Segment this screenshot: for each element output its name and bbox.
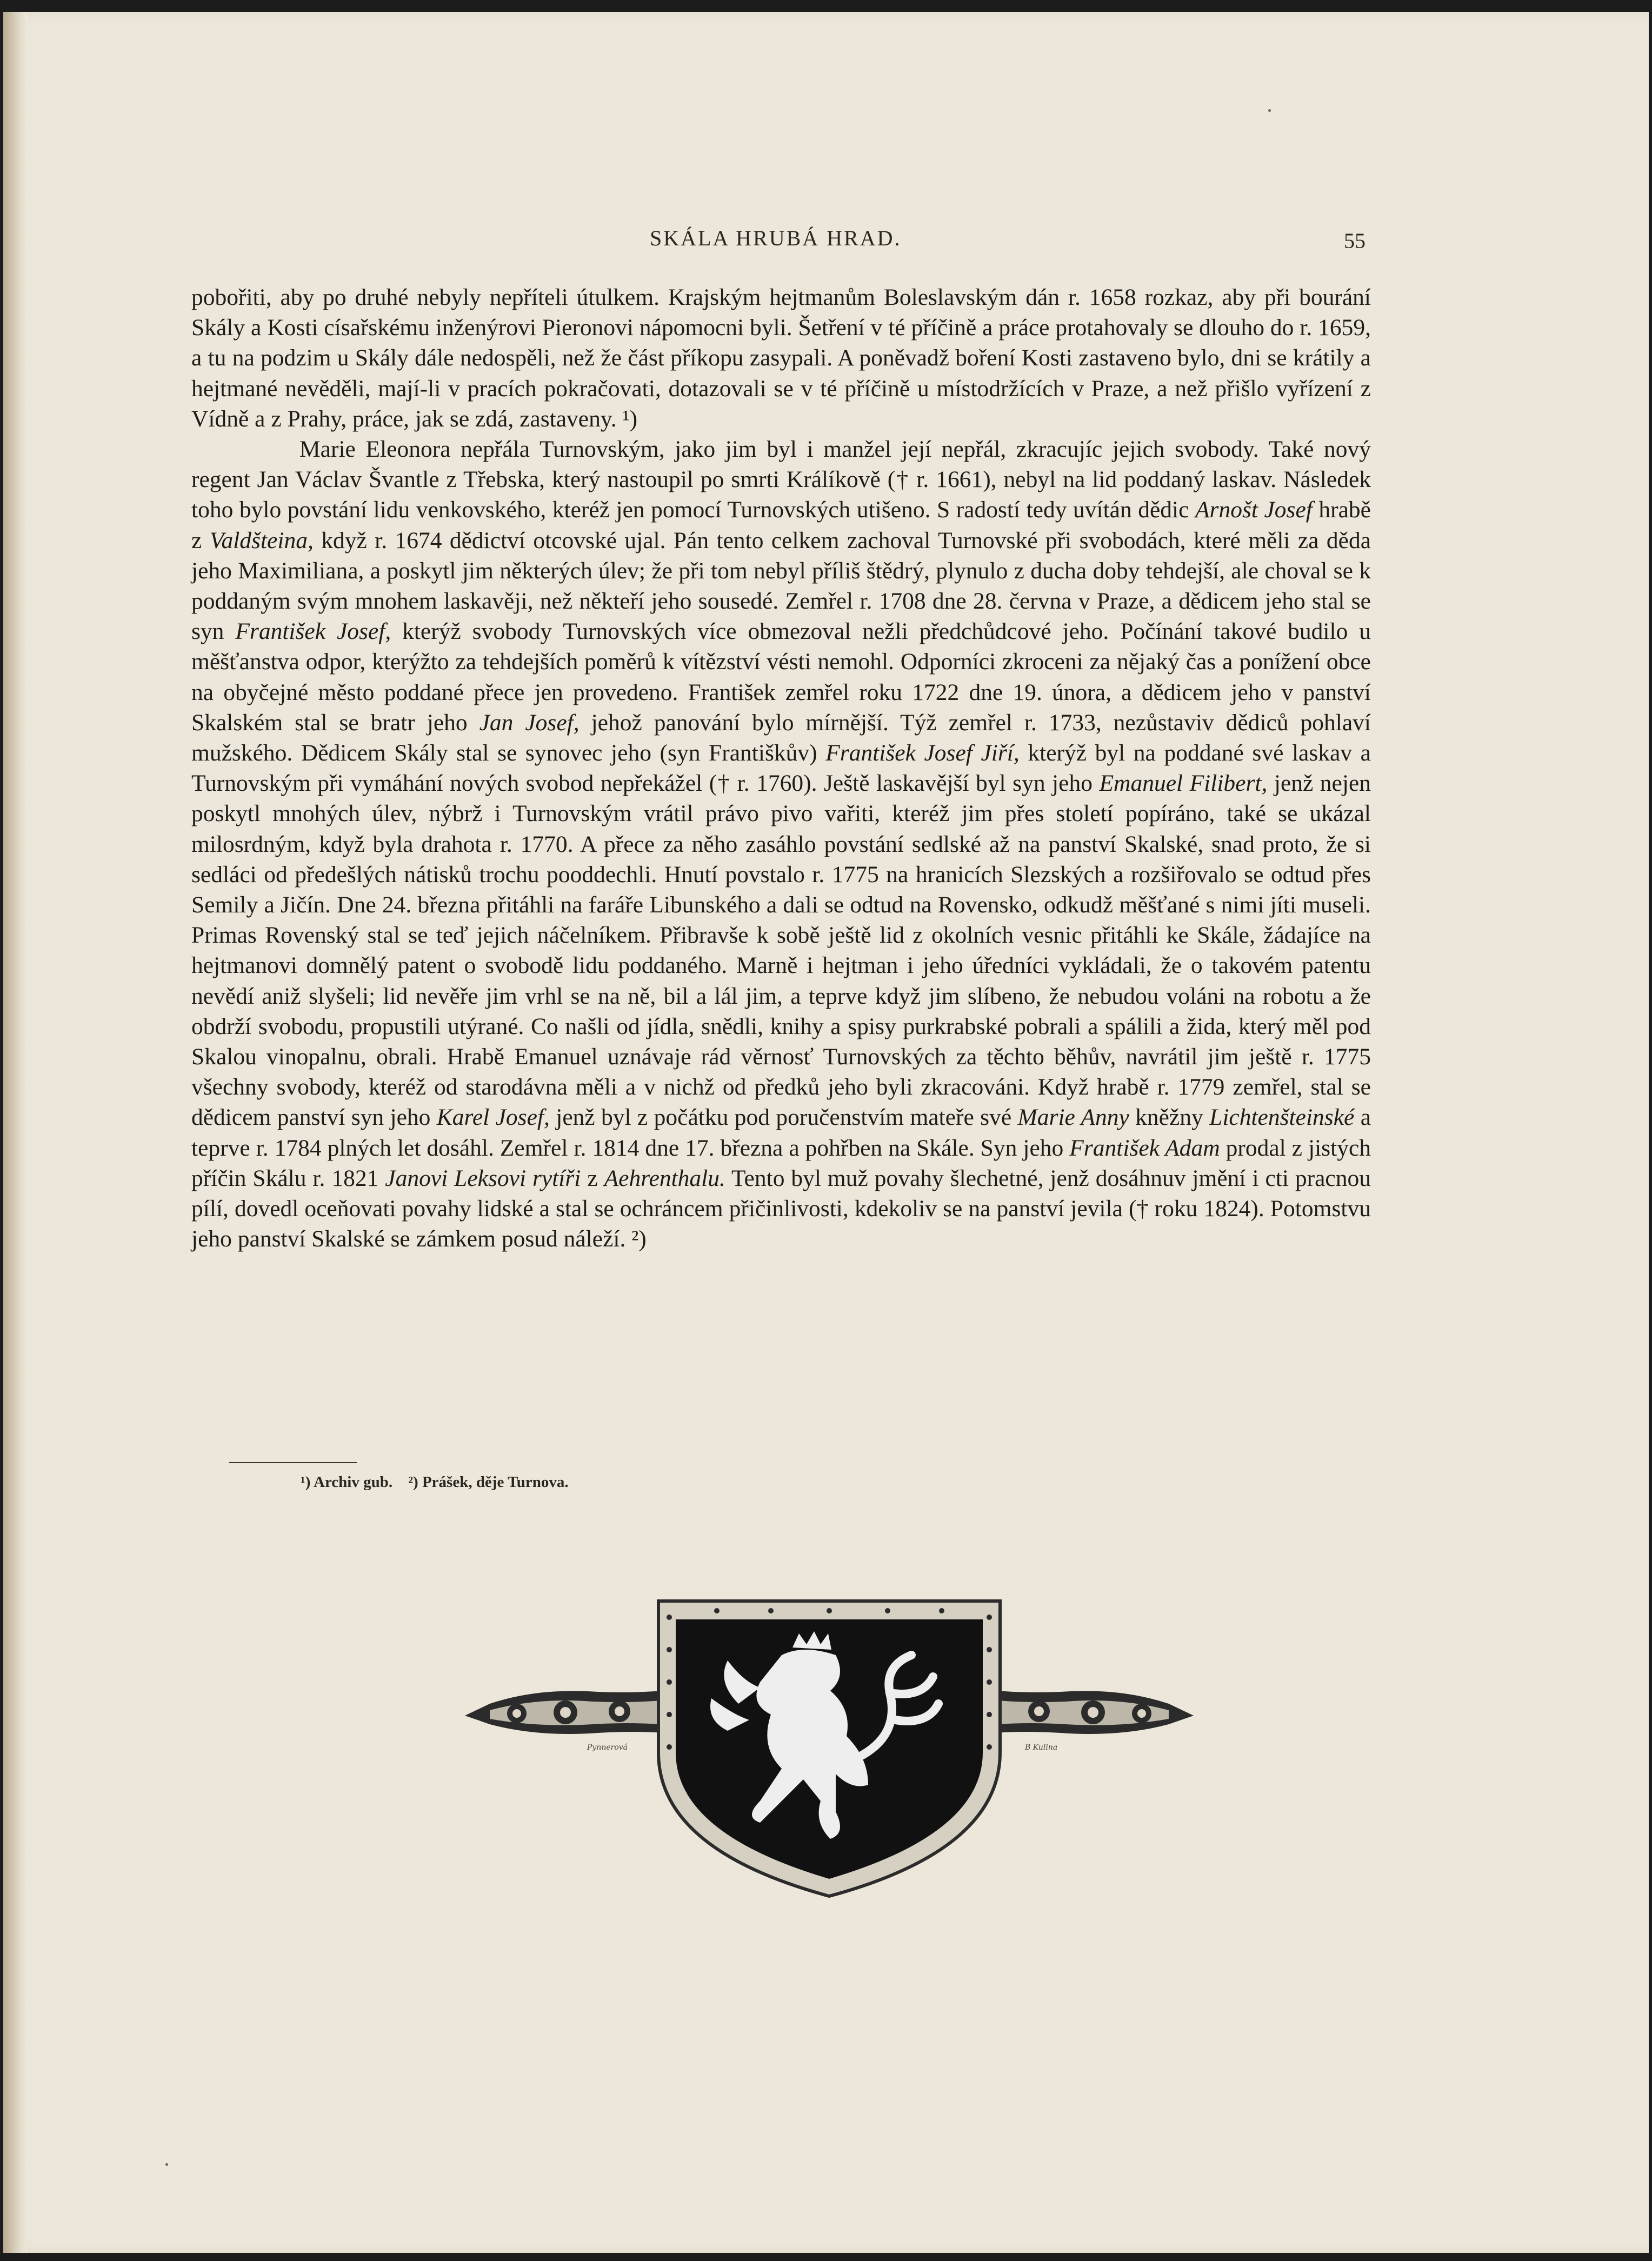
book-page (3, 12, 1649, 2253)
illustrator-signature-right: B Kulina (1025, 1743, 1058, 1752)
text-run: jehož panování bylo mírnější. Týž zemřel r. 1733, nezůstaviv dědiců pohlaví mužského. Dědicem Skály stal se synovec jeho (syn Františkův) (191, 709, 1371, 766)
italic-name: František Adam (1069, 1135, 1220, 1161)
paragraph-2 (191, 434, 1371, 1254)
italic-name: Arnošt Josef (1195, 497, 1313, 523)
page-number: 55 (1344, 229, 1365, 253)
running-title: SKÁLA HRUBÁ HRAD. (650, 226, 902, 250)
text-run: kněžny (1129, 1104, 1210, 1131)
text-run: a teprve r. 1784 plných let dosáhl. Zemřel r. 1814 dne 17. března a pohřben na Skále. Syn jeho (191, 1104, 1371, 1161)
footnote-1: ¹) Archiv gub. (301, 1473, 393, 1491)
text-run: kterýž byl na poddané své laskav a Turnovským při vymáhání nových svobod nepřekážel († r. 1760). Ještě laskavější byl syn jeho (191, 740, 1371, 797)
text-run: jenž byl z počátku pod poručenstvím mateře své (549, 1104, 1018, 1131)
italic-name: Karel Josef, (436, 1104, 550, 1131)
text-run: z (581, 1165, 604, 1191)
body-text (191, 282, 1371, 1255)
paper-speck (1268, 109, 1271, 112)
italic-name: Janovi Leksovi rytíři (385, 1165, 581, 1191)
page-spine-shadow (3, 12, 28, 2253)
footnote-2: ²) Prášek, děje Turnova. (408, 1473, 569, 1491)
italic-name: František Josef Jiří, (825, 740, 1020, 766)
italic-name: Lichtenšteinské (1209, 1104, 1355, 1131)
paper-speck (165, 2163, 168, 2166)
text-run: pobořiti, aby po druhé nebyly nepříteli útulkem. Krajským hejtmanům Boleslavským dán r. 1658 rozkaz, aby při bourání Skály a Kosti císařskému inženýrovi Pieronovi nápomocni byli. Šetření v té příčině a práce protahovaly se dlouho do r. 1659, a tu na podzim u Skály dále nedospěli, než že část příkopu zasypali. A poněvadž boření Kosti zastaveno bylo, dni se krátily a hejtmané nevěděli, mají-li v pracích pokračovati, dotazovali se v té příčině u místodržících v Praze, a než přišlo vyřízení z Vídně a z Prahy, práce, jak se zdá, zastaveny. (191, 284, 1371, 432)
footnotes (301, 1473, 581, 1491)
text-run: kterýž svobody Turnovských více obmezoval nežli předchůdcové jeho. Počínání takové budilo u měšťanstva odpor, kterýžto za tehdejších poměrů k vítězství vésti nemohl. Odporníci zkroceni za nějaký čas a ponížení obce na obyčejné město poddané přece jen provedeno. František zemřel roku 1722 dne 19. února, a dědicem jeho v panství Skalském stal se bratr jeho (191, 618, 1371, 736)
italic-name: Valdšteina, (209, 527, 314, 553)
italic-name: Emanuel Filibert, (1099, 770, 1268, 797)
heraldic-crest-lion-icon (457, 1596, 1201, 1898)
italic-name: Aehrenthalu. (604, 1165, 725, 1191)
text-run: jenž nejen poskytl mnohých úlev, nýbrž i Turnovským vrátil právo pivo vařiti, kteréž jim přes století popíráno, také se ukázal milosrdným, když byla drahota r. 1770. A přece za něho zasáhlo povstání sedlské až na panství Skalské, snad proto, že si sedláci od předešlých nátisků trochu pooddechli. Hnutí povstalo r. 1775 na hranicích Slezských a rozšiřovalo se odtud přes Semily a Jičín. Dne 24. března přitáhli na faráře Libunského a dali se odtud na Rovensko, odkudž měšťané s nimi jíti museli. Primas Rovenský stal se teď jejich náčelníkem. Přibravše k sobě ještě lid z okolních vesnic přitáhli ke Skále, žádajíce na hejtmanovi domnělý patent o svobodě lidu poddaného. Marně i hejtman i jeho úředníci vykládali, že o takovém patentu nevědí aniž slyšeli; lid nevěře jim vrhl se na ně, bil a lál jim, a teprve když jim slíbeno, že nebudou voláni na robotu a že obdrží svobodu, propustili utýrané. Co našli od jídla, snědli, knihy a spisy purkrabské pobrali a spálili a žida, který měl pod Skalou vinopalnu, obrali. Hrabě Emanuel uznávaje rád věrnosť Turnovských za těchto běhův, navrátil jim ještě r. 1775 všechny svobody, kteréž od starodávna měli a v nichž od předků jeho byli zkracováni. Když hrabě r. 1779 zemřel, stal se dědicem panství syn jeho (191, 770, 1371, 1131)
italic-name: František Josef, (235, 618, 391, 645)
text-run: hrabě z (191, 497, 1371, 553)
paragraph-1 (191, 282, 1371, 434)
footnote-rule (229, 1462, 357, 1463)
text-run: Tento byl muž povahy šlechetné, jenž dosáhnuv jmění i cti pracnou pílí, dovedl oceňovati povahy lidské a stal se ochráncem přičinlivosti, kdekoliv se na panství jevila († roku 1824). Potomstvu jeho panství Skalské se zámkem posud náleží. (191, 1165, 1371, 1252)
text-run: prodal z jistých příčin Skálu r. 1821 (191, 1135, 1371, 1191)
text-run: ²) (631, 1226, 647, 1252)
text-run: když r. 1674 dědictví otcovské ujal. Pán tento celkem zachoval Turnovské při svobodách, které měli za děda jeho Maximiliana, a poskytl jim některých úlev; že při tom nebyl příliš štědrý, plynulo z ducha doby tehdejší, ale choval se k poddaným svým mnohem laskavěji, než někteří jeho sousedé. Zemřel r. 1708 dne 28. června v Praze, a dědicem jeho stal se syn (191, 527, 1371, 645)
italic-name: Jan Josef, (479, 709, 579, 736)
text-run: ¹) (622, 405, 638, 432)
illustrator-signature-left: Pynnerová (587, 1743, 628, 1752)
text-run: Marie Eleonora nepřála Turnovským, jako jim byl i manžel její nepřál, zkracujíc jejich svobody. Také nový regent Jan Václav Švantle z Třebska, který nastoupil po smrti Králíkově († r. 1661), nebyl na lid poddaný laskav. Následek toho bylo povstání lidu venkovského, kteréž jen pomocí Turnovských utišeno. S radostí tedy uvítán dědic (191, 436, 1371, 523)
italic-name: Marie Anny (1017, 1104, 1129, 1131)
